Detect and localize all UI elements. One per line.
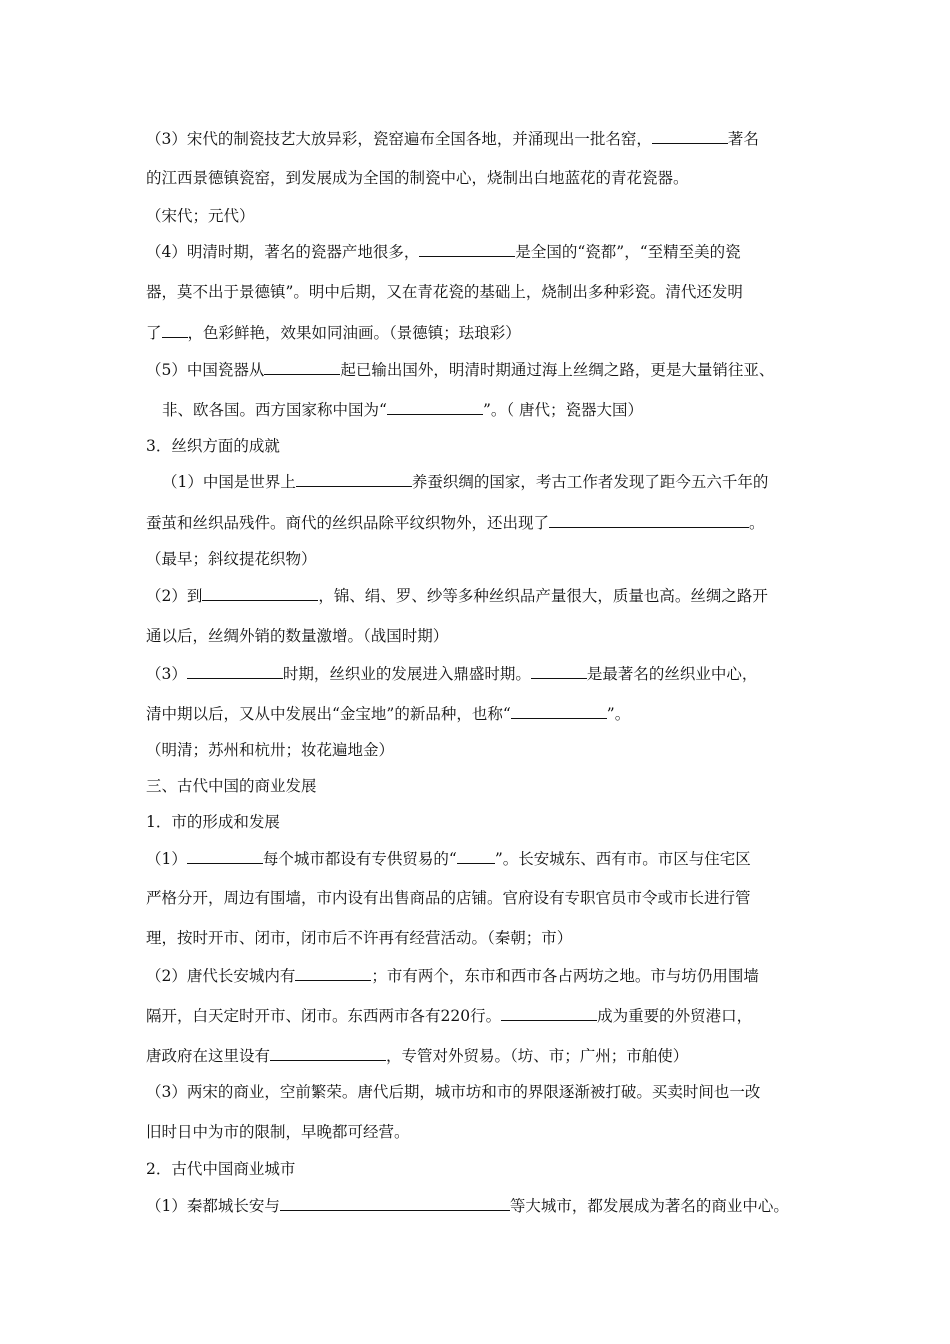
text-line: 唐政府在这里设有 ，专管对外贸易。（坊、市；广州；市舶使）	[146, 1047, 689, 1065]
fill-blank[interactable]	[387, 399, 483, 415]
text-line: 理，按时开市、闭市，闭市后不许再有经营活动。（秦朝；市）	[146, 929, 573, 947]
text-line: （1） 每个城市都设有专供贸易的“ ”。长安城东、西有市。市区与住宅区	[146, 850, 751, 868]
fill-blank[interactable]	[296, 471, 412, 487]
text-line: 蚕茧和丝织品残件。商代的丝织品除平纹织物外，还出现了 。	[146, 514, 765, 532]
section-heading: 2．古代中国商业城市	[146, 1160, 296, 1178]
text-line: （4）明清时期，著名的瓷器产地很多， 是全国的“瓷都”，“至精至美的瓷	[146, 243, 741, 261]
text-line: （3）宋代的制瓷技艺大放异彩，瓷窑遍布全国各地，并涌现出一批名窑， 著名	[146, 130, 759, 148]
fill-blank[interactable]	[202, 585, 318, 601]
text-line: （2）到 ，锦、绢、罗、纱等多种丝织品产量很大，质量也高。丝绸之路开	[146, 587, 768, 605]
fill-blank[interactable]	[270, 1045, 386, 1061]
fill-blank[interactable]	[457, 848, 495, 864]
text-line: （3）两宋的商业，空前繁荣。唐代后期，城市坊和市的界限逐渐被打破。买卖时间也一改	[146, 1083, 761, 1101]
fill-blank[interactable]	[187, 663, 283, 679]
text-line: 的江西景德镇瓷窑，到发展成为全国的制瓷中心，烧制出白地蓝花的青花瓷器。	[146, 169, 689, 187]
text-line: 器，莫不出于景德镇”。明中后期，又在青花瓷的基础上，烧制出多种彩瓷。清代还发明	[146, 283, 743, 301]
text-line: 了 ，色彩鲜艳，效果如同油画。（景德镇；珐琅彩）	[146, 324, 521, 342]
text-line: （2）唐代长安城内有 ；市有两个，东市和西市各占两坊之地。市与坊仍用围墙	[146, 967, 759, 985]
fill-blank[interactable]	[549, 512, 749, 528]
section-heading: 1．市的形成和发展	[146, 813, 280, 831]
answer-line: （宋代；元代）	[146, 207, 255, 225]
text-line: （1）秦都城长安与 等大城市，都发展成为著名的商业中心。	[146, 1197, 789, 1215]
fill-blank[interactable]	[511, 703, 607, 719]
text-line: 隔开，白天定时开市、闭市。东西两市各有220行。 成为重要的外贸港口，	[146, 1007, 753, 1025]
text-line: （3） 时期，丝织业的发展进入鼎盛时期。 是最著名的丝织业中心，	[146, 665, 758, 683]
fill-blank[interactable]	[419, 241, 515, 257]
text-line: 非、欧各国。西方国家称中国为“ ”。（ 唐代；瓷器大国）	[162, 401, 644, 419]
text-line: （1）中国是世界上 养蚕织绸的国家，考古工作者发现了距今五六千年的	[162, 473, 769, 491]
section-heading: 3．丝织方面的成就	[146, 437, 280, 455]
text-line: 清中期以后，又从中发展出“金宝地”的新品种，也称“ ”。	[146, 705, 631, 723]
fill-blank[interactable]	[162, 322, 188, 338]
fill-blank[interactable]	[501, 1005, 597, 1021]
fill-blank[interactable]	[652, 128, 728, 144]
fill-blank[interactable]	[264, 359, 340, 375]
text-line: （5）中国瓷器从 起已输出国外，明清时期通过海上丝绸之路，更是大量销往亚、	[146, 361, 775, 379]
fill-blank[interactable]	[187, 848, 263, 864]
fill-blank[interactable]	[531, 663, 587, 679]
fill-blank[interactable]	[295, 965, 371, 981]
text-line: 严格分开，周边有围墙，市内设有出售商品的店铺。官府设有专职官员市令或市长进行管	[146, 889, 751, 907]
answer-line: （最早；斜纹提花织物）	[146, 550, 317, 568]
fill-blank[interactable]	[280, 1195, 510, 1211]
section-heading: 三、古代中国的商业发展	[146, 777, 317, 795]
text-line: 旧时日中为市的限制，早晚都可经营。	[146, 1123, 410, 1141]
answer-line: （明清；苏州和杭卅；妆花遍地金）	[146, 741, 395, 759]
text-line: 通以后，丝绸外销的数量激增。（战国时期）	[146, 627, 449, 645]
